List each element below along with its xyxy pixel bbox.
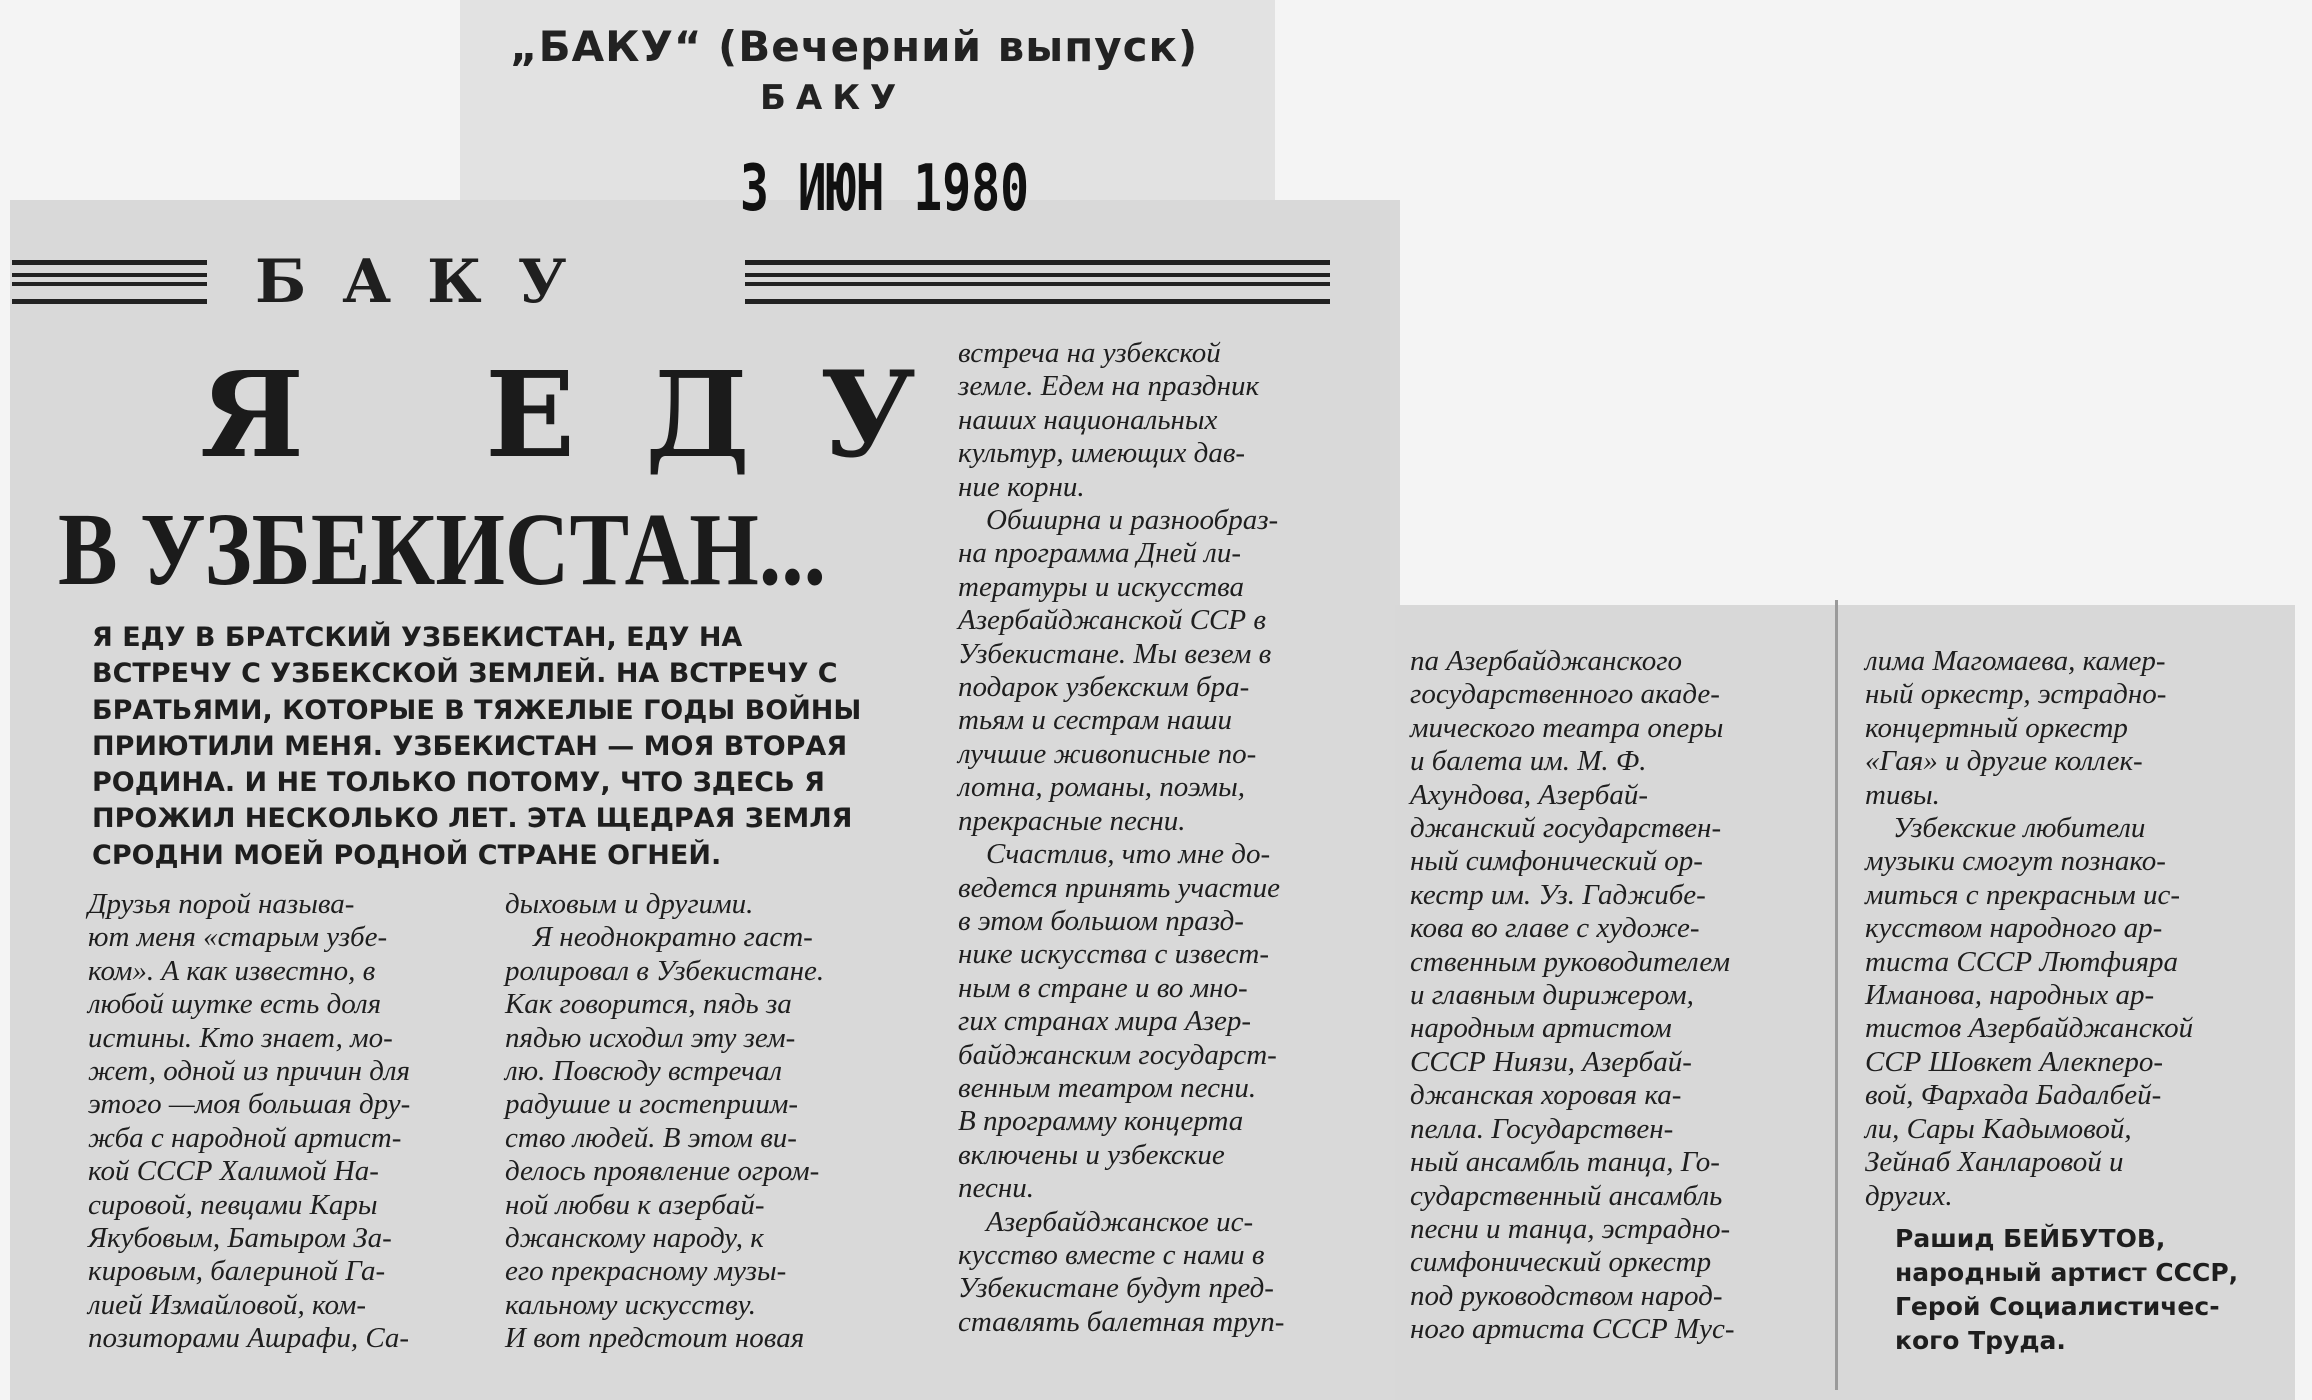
article-column-4 — [1410, 645, 1830, 1347]
text-line: на программа Дней ли- — [958, 537, 1241, 570]
text-line: И вот предстоит новая — [505, 1322, 805, 1355]
text-line: и главным дирижером, — [1410, 979, 1694, 1012]
text-line: ролировал в Узбекистане. — [505, 954, 825, 987]
column-separator — [1835, 600, 1838, 1390]
text-line: лима Магомаева, камер- — [1865, 645, 2166, 677]
text-line: тьям и сестрам наши — [958, 704, 1232, 737]
signature-line: кого Труда. — [1895, 1326, 2066, 1355]
lead-line: СРОДНИ МОЕЙ РОДНОЙ СТРАНЕ ОГНЕЙ. — [92, 839, 722, 871]
text-line: миться с прекрасным ис- — [1865, 878, 2180, 911]
text-line: кестр им. Уз. Гаджибе- — [1410, 878, 1706, 911]
text-line: па Азербайджанского — [1410, 645, 1683, 677]
text-line: пелла. Государствен- — [1410, 1112, 1674, 1145]
text-line: жет, одной из причин для — [88, 1055, 411, 1088]
text-line: симфонический оркестр — [1410, 1246, 1712, 1279]
text-line: других. — [1865, 1179, 1953, 1212]
text-line: джанскому народу, к — [505, 1222, 764, 1255]
text-line: Друзья порой называ- — [88, 888, 355, 920]
text-line: Зейнаб Ханларовой и — [1865, 1146, 2124, 1179]
text-line: лю. Повсюду встречал — [505, 1055, 782, 1088]
text-line: концертный оркестр — [1865, 711, 2128, 744]
text-line: кусство вместе с нами в — [958, 1238, 1265, 1271]
text-line: в этом большом празд- — [958, 904, 1244, 937]
text-line: джанский государствен- — [1410, 812, 1722, 845]
text-line: гих странах мира Азер- — [958, 1005, 1252, 1038]
text-line: пядью исходил эту зем- — [505, 1021, 796, 1054]
text-line: позиторами Ашрафи, Са- — [88, 1322, 410, 1355]
text-line: Как говорится, пядь за — [505, 988, 792, 1021]
text-line: Обширна и разнообраз- — [986, 504, 1279, 537]
text-line: ведется принять участие — [958, 871, 1280, 904]
text-line: истины. Кто знает, мо- — [88, 1021, 393, 1054]
text-line: Я неоднократно гаст- — [533, 921, 813, 954]
text-line: под руководством народ- — [1410, 1279, 1723, 1312]
masthead: БАКУ — [255, 247, 603, 317]
text-line: ком». А как известно, в — [88, 954, 376, 987]
text-line: ного артиста СССР Мус- — [1410, 1313, 1735, 1346]
text-line: СССР Ниязи, Азербай- — [1410, 1045, 1692, 1078]
text-line: государственного акаде- — [1410, 678, 1720, 711]
text-line: Иманова, народных ар- — [1865, 979, 2155, 1012]
text-line: ставлять балетная труп- — [958, 1305, 1285, 1338]
text-line: ют меня «старым узбе- — [88, 921, 388, 954]
text-line: кальному искусству. — [505, 1288, 756, 1321]
lead-line: ПРОЖИЛ НЕСКОЛЬКО ЛЕТ. ЭТА ЩЕДРАЯ ЗЕМЛЯ — [92, 803, 853, 835]
text-line: мического театра оперы — [1410, 711, 1724, 744]
text-line: нике искусства с извест- — [958, 938, 1269, 971]
text-line: лотна, романы, поэмы, — [958, 771, 1245, 804]
headline-line-2: В УЗБЕКИСТАН... — [58, 492, 826, 607]
text-line: кировым, балериной Га- — [88, 1255, 386, 1288]
text-line: ли, Сары Кадымовой, — [1865, 1112, 2132, 1145]
signature-line: народный артист СССР, — [1895, 1258, 2239, 1287]
signature-line: Герой Социалистичес- — [1895, 1292, 2220, 1321]
text-line: и балета им. М. Ф. — [1410, 745, 1647, 778]
text-line: В программу концерта — [958, 1105, 1244, 1138]
text-line: тиста СССР Лютфияра — [1865, 945, 2178, 978]
text-line: ственным руководителем — [1410, 945, 1731, 978]
text-line: делось проявление огром- — [505, 1155, 820, 1188]
text-line: любой шутке есть доля — [88, 988, 382, 1021]
text-line: венным театром песни. — [958, 1071, 1257, 1104]
text-line: наших национальных — [958, 403, 1218, 436]
text-line: ной любви к азербай- — [505, 1188, 765, 1221]
text-line: его прекрасному музы- — [505, 1255, 787, 1288]
text-line: дыховым и другими. — [505, 888, 754, 920]
lead-line: ВСТРЕЧУ С УЗБЕКСКОЙ ЗЕМЛЕЙ. НА ВСТРЕЧУ С — [92, 658, 838, 690]
text-line: ние корни. — [958, 470, 1085, 503]
text-line: Ахундова, Азербай- — [1410, 778, 1649, 811]
text-line: Узбекистане. Мы везем в — [958, 637, 1272, 670]
text-line: сударственный ансамбль — [1410, 1179, 1723, 1212]
article-column-1 — [88, 888, 478, 1356]
text-line: ССР Шовкет Алекперо- — [1865, 1045, 2164, 1078]
text-line: сировой, певцами Кары — [88, 1188, 378, 1221]
lead-line: ПРИЮТИЛИ МЕНЯ. УЗБЕКИСТАН — МОЯ ВТОРАЯ — [92, 730, 848, 762]
lead-line: БРАТЬЯМИ, КОТОРЫЕ В ТЯЖЕЛЫЕ ГОДЫ ВОЙНЫ — [92, 694, 862, 726]
text-line: джанская хоровая ка- — [1410, 1079, 1682, 1112]
text-line: ным в стране и во мно- — [958, 971, 1248, 1004]
text-line: Азербайджанской ССР в — [958, 604, 1266, 637]
text-line: встреча на узбекской — [958, 337, 1221, 369]
text-line: кусством народного ар- — [1865, 912, 2163, 945]
text-line: лией Измайловой, ком- — [88, 1288, 367, 1321]
text-line: «Гая» и другие коллек- — [1865, 745, 2143, 778]
stamp-city: БАКУ — [760, 78, 907, 118]
text-line: Азербайджанское ис- — [986, 1205, 1254, 1238]
text-line: тистов Азербайджанской — [1865, 1012, 2194, 1045]
text-line: ный симфонический ор- — [1410, 845, 1703, 878]
text-line: Узбекские любители — [1893, 812, 2146, 845]
headline-line-1: Я ЕДУ — [200, 345, 986, 484]
text-line: народным артистом — [1410, 1012, 1672, 1045]
author-signature — [1895, 1222, 2238, 1358]
signature-line: Рашид БЕЙБУТОВ, — [1895, 1224, 2166, 1253]
text-line: Узбекистане будут пред- — [958, 1272, 1274, 1305]
text-line: ный оркестр, эстрадно- — [1865, 678, 2167, 711]
article-column-2 — [505, 888, 925, 1356]
text-line: Счастлив, что мне до- — [986, 838, 1271, 871]
lead-line: РОДИНА. И НЕ ТОЛЬКО ПОТОМУ, ЧТО ЗДЕСЬ Я — [92, 767, 825, 799]
text-line: ный ансамбль танца, Го- — [1410, 1146, 1720, 1179]
text-line: подарок узбекским бра- — [958, 671, 1250, 704]
lead-line: Я ЕДУ В БРАТСКИЙ УЗБЕКИСТАН, ЕДУ НА — [92, 622, 743, 653]
text-line: жба с народной артист- — [88, 1121, 402, 1154]
text-line: включены и узбекские — [958, 1138, 1225, 1171]
text-line: вой, Фархада Бадалбей- — [1865, 1079, 2162, 1112]
article-column-5 — [1865, 645, 2285, 1213]
text-line: песни. — [958, 1172, 1034, 1205]
masthead-rule-right — [745, 260, 1330, 304]
text-line: Якубовым, Батыром За- — [88, 1222, 392, 1255]
text-line: тивы. — [1865, 778, 1940, 811]
text-line: тературы и искусства — [958, 570, 1245, 603]
text-line: ство людей. В этом ви- — [505, 1121, 797, 1154]
text-line: музыки смогут познако- — [1865, 845, 2166, 878]
text-line: лучшие живописные по- — [958, 737, 1257, 770]
text-line: радушие и гостеприим- — [505, 1088, 799, 1121]
text-line: культур, имеющих дав- — [958, 437, 1246, 470]
text-line: кова во главе с художе- — [1410, 912, 1700, 945]
text-line: этого —моя большая дру- — [88, 1088, 411, 1121]
text-line: песни и танца, эстрадно- — [1410, 1212, 1731, 1245]
text-line: кой СССР Халимой На- — [88, 1155, 379, 1188]
article-column-3 — [958, 337, 1378, 1339]
stamp-date: 3 ИЮН 1980 — [740, 152, 1029, 226]
masthead-rule-left — [12, 260, 207, 304]
text-line: прекрасные песни. — [958, 804, 1186, 837]
lead-paragraph — [92, 620, 932, 874]
text-line: земле. Едем на праздник — [958, 370, 1260, 403]
text-line: байджанским государст- — [958, 1038, 1277, 1071]
stamp-source: „БАКУ“ (Вечерний выпуск) — [510, 22, 1199, 71]
